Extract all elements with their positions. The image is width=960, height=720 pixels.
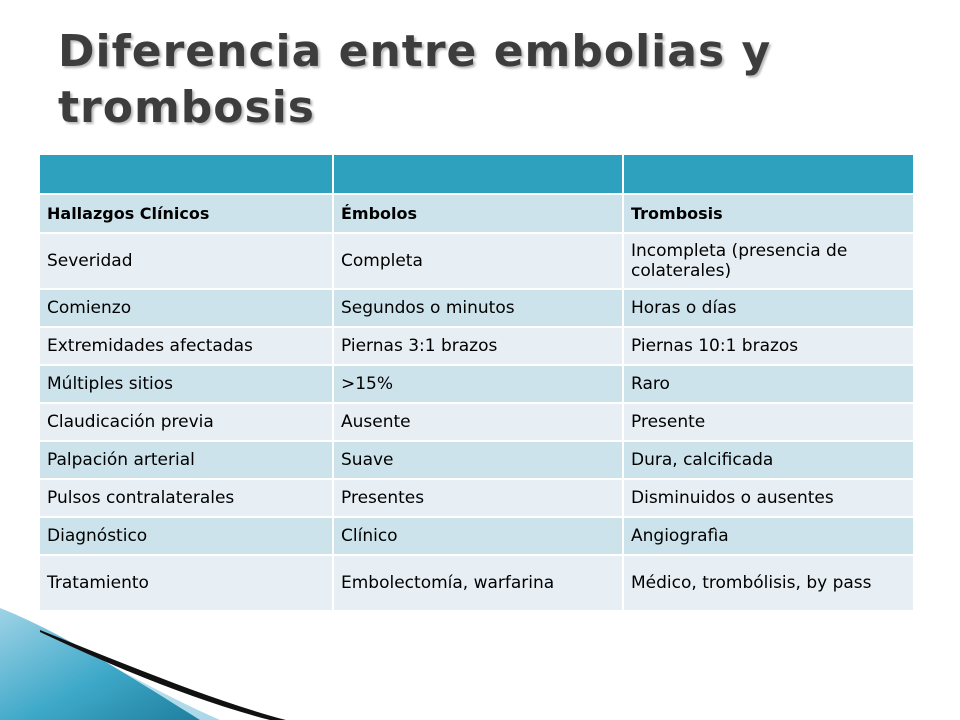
row-label: Claudicación previa — [40, 403, 333, 441]
emboli-cell: Ausente — [333, 403, 623, 441]
thrombosis-cell: Disminuidos o ausentes — [623, 479, 913, 517]
decorative-swoosh — [0, 600, 320, 720]
row-label: Extremidades afectadas — [40, 327, 333, 365]
emboli-cell: Suave — [333, 441, 623, 479]
thrombosis-cell: Médico, trombólisis, by pass — [623, 555, 913, 611]
emboli-cell: Completa — [333, 233, 623, 289]
emboli-cell: Presentes — [333, 479, 623, 517]
title-band-cell — [623, 155, 913, 194]
row-label: Pulsos contralaterales — [40, 479, 333, 517]
thrombosis-cell: Piernas 10:1 brazos — [623, 327, 913, 365]
title-line-1: Diferencia entre embolias y — [58, 26, 772, 77]
table-row — [40, 517, 913, 555]
row-label: Palpación arterial — [40, 441, 333, 479]
column-header-thrombosis: Trombosis — [623, 194, 913, 233]
emboli-cell: Piernas 3:1 brazos — [333, 327, 623, 365]
thrombosis-cell: Dura, calcificada — [623, 441, 913, 479]
column-header-findings: Hallazgos Clínicos — [40, 194, 333, 233]
thrombosis-cell: Incompleta (presencia de colaterales) — [623, 233, 913, 289]
title-band-cell — [333, 155, 623, 194]
thrombosis-cell: Horas o días — [623, 289, 913, 327]
table-row — [40, 327, 913, 365]
table-row — [40, 403, 913, 441]
table-row — [40, 441, 913, 479]
row-label: Diagnóstico — [40, 517, 333, 555]
emboli-cell: Clínico — [333, 517, 623, 555]
comparison-table — [40, 155, 913, 612]
emboli-cell: >15% — [333, 365, 623, 403]
table-row — [40, 365, 913, 403]
row-label: Severidad — [40, 233, 333, 289]
row-label: Comienzo — [40, 289, 333, 327]
row-label: Tratamiento — [40, 555, 333, 611]
comparison-table-container — [40, 155, 913, 612]
title-line-2: trombosis — [58, 82, 315, 133]
table-row — [40, 233, 913, 289]
emboli-cell: Embolectomía, warfarina — [333, 555, 623, 611]
thrombosis-cell: Presente — [623, 403, 913, 441]
table-header-row — [40, 194, 913, 233]
row-label: Múltiples sitios — [40, 365, 333, 403]
thrombosis-cell: Raro — [623, 365, 913, 403]
table-row — [40, 479, 913, 517]
slide-title — [58, 24, 918, 136]
column-header-emboli: Émbolos — [333, 194, 623, 233]
title-band-cell — [40, 155, 333, 194]
table-row — [40, 289, 913, 327]
table-title-band — [40, 155, 913, 194]
thrombosis-cell: Angiografìa — [623, 517, 913, 555]
emboli-cell: Segundos o minutos — [333, 289, 623, 327]
